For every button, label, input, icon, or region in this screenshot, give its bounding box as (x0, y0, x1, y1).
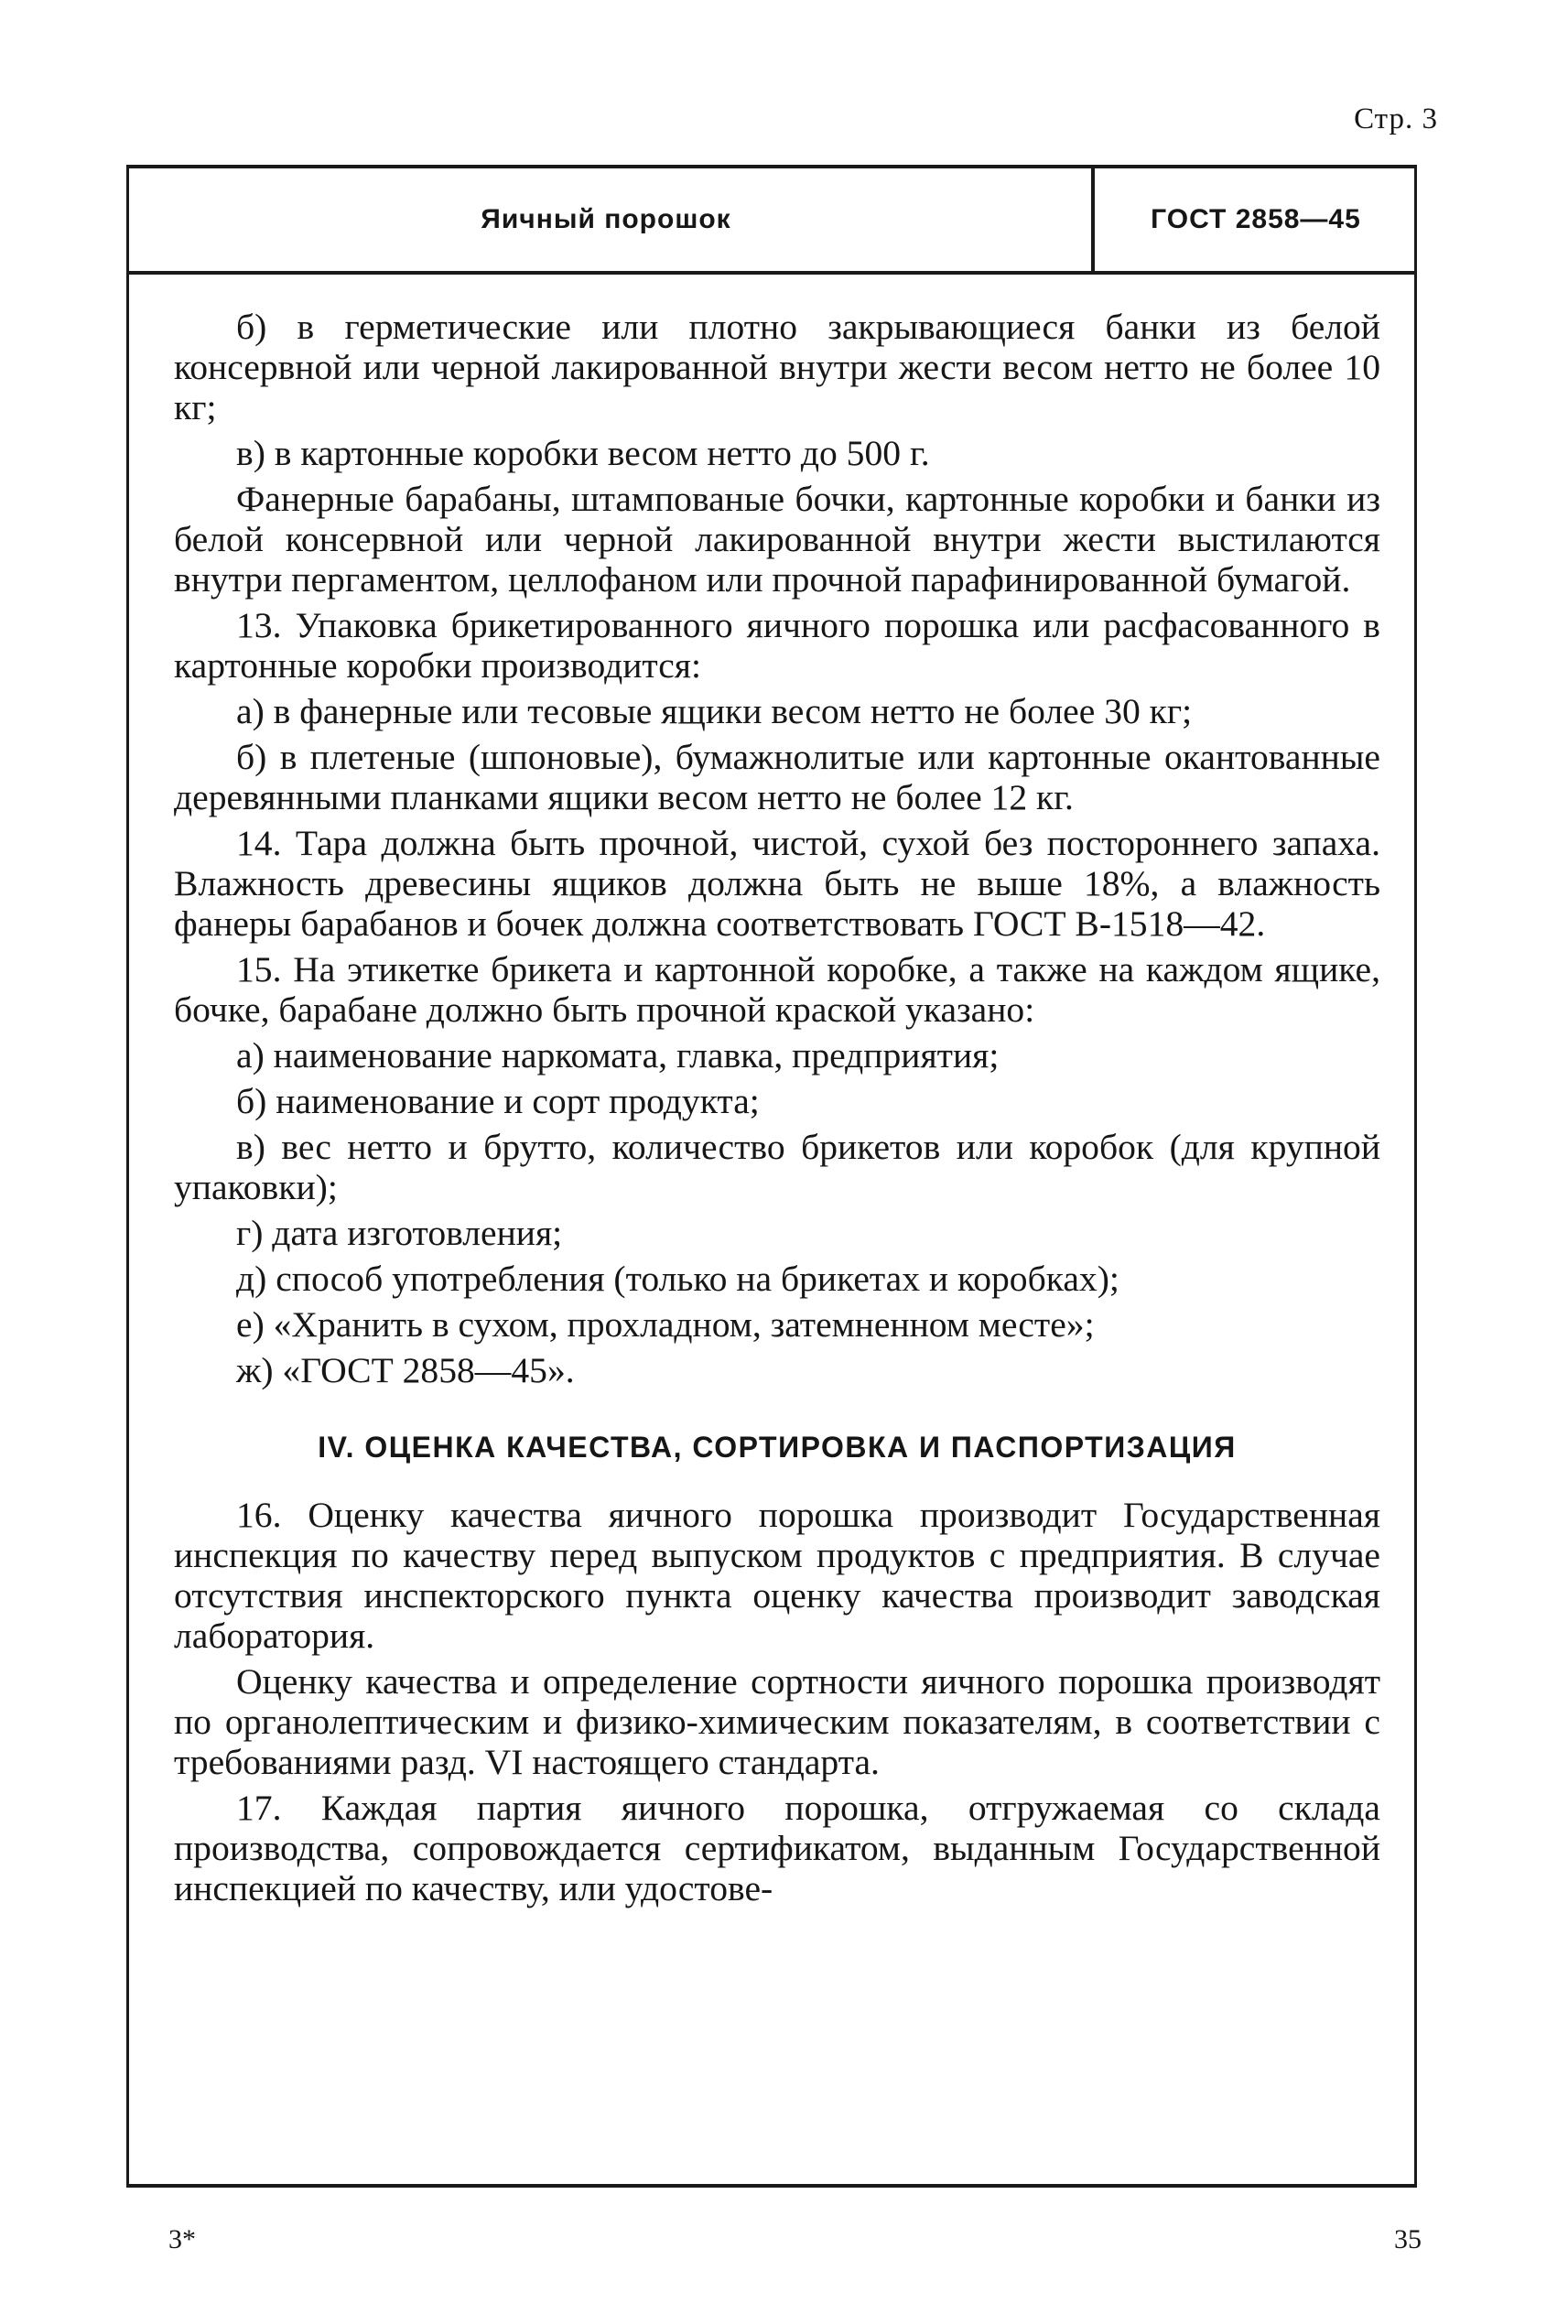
header-standard-code: ГОСТ 2858—45 (1151, 204, 1361, 234)
paragraph: 17. Каждая партия яичного порошка, отгружаемая со склада производства, сопровождается сертификатом, выданным Государственной инспекцией по качеству, или удостове- (174, 1788, 1380, 1908)
paragraph: Оценку качества и определение сортности яичного порошка производят по органолептическим и физико-химическим показателям, в соответствии с требованиями разд. VI настоящего стандарта. (174, 1661, 1380, 1782)
paragraph: б) в плетеные (шпоновые), бумажнолитые или картонные окантованные деревянными планками ящики весом нетто не более 12 кг. (174, 737, 1380, 817)
list-item: в) вес нетто и брутто, количество брикетов или коробок (для крупной упаковки); (174, 1127, 1380, 1207)
paragraph: 14. Тара должна быть прочной, чистой, сухой без постороннего запаха. Влажность древесины ящиков должна быть не выше 18%, а влажность фанеры барабанов и бочек должна соответствовать ГОСТ В-1518—42. (174, 823, 1380, 944)
list-item: а) наименование наркомата, главка, предприятия; (236, 1035, 1000, 1076)
running-header (126, 168, 1417, 275)
page-label: Стр. 3 (1354, 103, 1438, 135)
paragraph: 13. Упаковка брикетированного яичного порошка или расфасованного в картонные коробки производится: (174, 605, 1380, 686)
paragraph: 15. На этикетке брикета и картонной коробке, а также на каждом ящике, бочке, барабане должно быть прочной краской указано: (174, 949, 1380, 1030)
page-frame (126, 165, 1417, 2188)
frame-left-rule (126, 165, 129, 2188)
list-item: ж) «ГОСТ 2858—45». (236, 1350, 575, 1390)
paragraph: в) в картонные коробки весом нетто до 500 г. (236, 433, 930, 473)
document-body (174, 307, 1380, 1908)
section-heading: IV. ОЦЕНКА КАЧЕСТВА, СОРТИРОВКА И ПАСПОРТИЗАЦИЯ (318, 1431, 1237, 1464)
frame-bottom-rule (126, 2184, 1417, 2188)
page-number: 35 (1394, 2224, 1422, 2254)
paragraph: а) в фанерные или тесовые ящики весом нетто не более 30 кг; (236, 691, 1193, 731)
signature-mark: 3* (168, 2224, 196, 2254)
list-item: д) способ употребления (только на брикетах и коробках); (236, 1259, 1119, 1299)
paragraph: б) в герметические или плотно закрывающиеся банки из белой консервной или черной лакированной внутри жести весом нетто не более 10 кг; (174, 307, 1380, 427)
header-title: Яичный порошок (481, 204, 731, 234)
list-item: б) наименование и сорт продукта; (236, 1081, 760, 1121)
list-item: е) «Хранить в сухом, прохладном, затемненном месте»; (236, 1304, 1095, 1345)
frame-right-rule (1414, 165, 1417, 2188)
paragraph: Фанерные барабаны, штампованые бочки, картонные коробки и банки из белой консервной или черной лакированной внутри жести выстилаются внутри пергаментом, целлофаном или прочной парафинированной бумагой. (174, 479, 1380, 600)
list-item: г) дата изготовления; (236, 1213, 563, 1253)
paragraph: 16. Оценку качества яичного порошка производит Государственная инспекция по качеству перед выпуском продуктов с предприятия. В случае отсутствия инспекторского пункта оценку качества производит заводская лаборатория. (174, 1495, 1380, 1656)
